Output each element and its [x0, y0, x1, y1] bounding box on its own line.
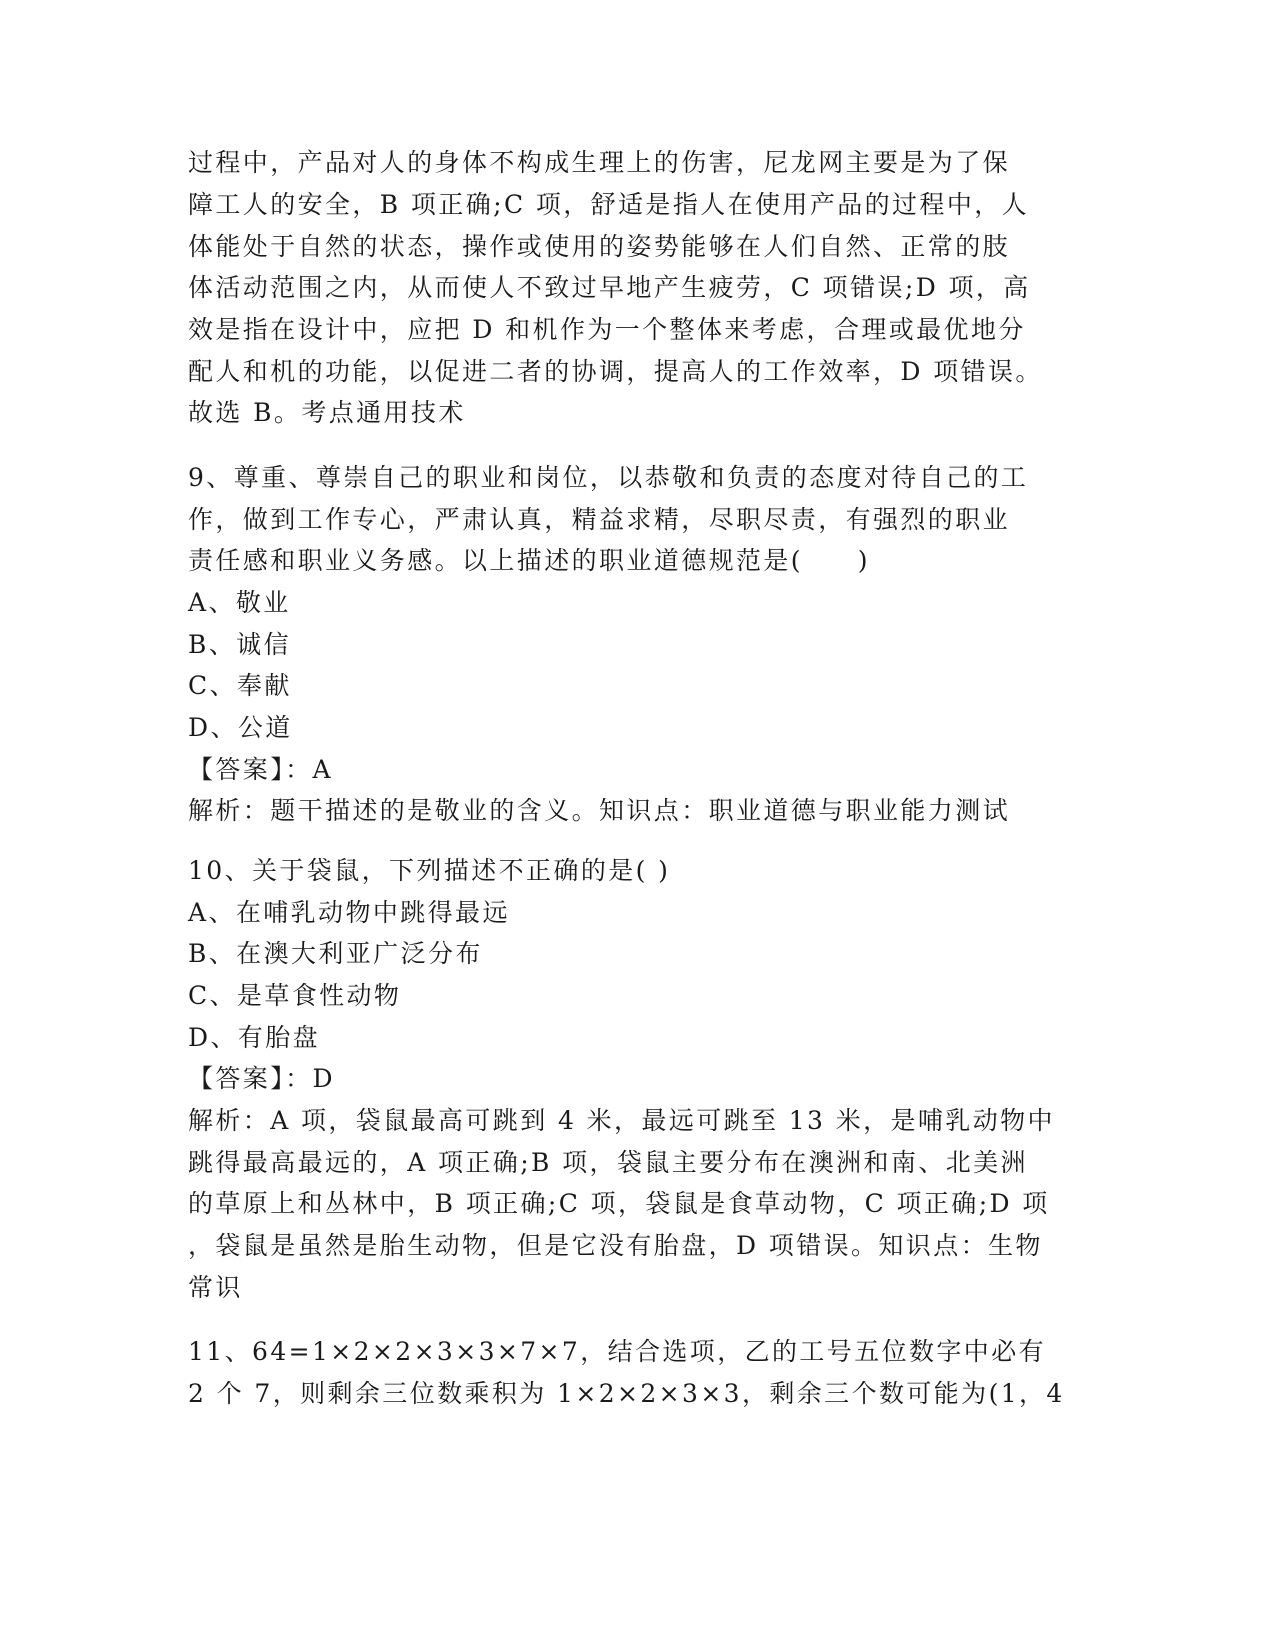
question-stem-line: 责任感和职业义务感。以上描述的职业道德规范是( ) [188, 546, 870, 575]
text-line: 11、64=1×2×2×3×3×7×7，结合选项，乙的工号五位数字中必有 [188, 1337, 1046, 1366]
option-d: D、公道 [188, 713, 293, 742]
explanation-line: 解析：A 项，袋鼠最高可跳到 4 米，最远可跳至 13 米，是哺乳动物中 [188, 1106, 1055, 1135]
question-stem-line: 9、尊重、尊崇自己的职业和岗位，以恭敬和负责的态度对待自己的工 [188, 463, 1029, 492]
text-line: 故选 B。考点通用技术 [188, 398, 466, 427]
text-line: 效是指在设计中，应把 D 和机作为一个整体来考虑，合理或最优地分 [188, 315, 1026, 344]
explanation-line: 跳得最高最远的，A 项正确;B 项，袋鼠主要分布在澳洲和南、北美洲 [188, 1148, 1028, 1177]
option-a: A、在哺乳动物中跳得最远 [188, 898, 510, 927]
answer-line: 【答案】：D [188, 1064, 335, 1093]
explanation-line: 解析：题干描述的是敬业的含义。知识点：职业道德与职业能力测试 [188, 796, 1011, 825]
option-d: D、有胎盘 [188, 1023, 321, 1052]
option-b: B、诚信 [188, 630, 291, 659]
option-c: C、是草食性动物 [188, 981, 402, 1010]
question-stem-line: 10、关于袋鼠，下列描述不正确的是( ) [188, 856, 671, 885]
explanation-line: ，袋鼠是虽然是胎生动物，但是它没有胎盘，D 项错误。知识点：生物 [188, 1231, 1043, 1260]
explanation-line: 常识 [188, 1273, 243, 1302]
text-line: 配人和机的功能，以促进二者的协调，提高人的工作效率，D 项错误。 [188, 357, 1043, 386]
text-line: 2 个 7，则剩余三位数乘积为 1×2×2×3×3，剩余三个数可能为(1，4 [188, 1379, 1065, 1408]
text-line: 体活动范围之内，从而使人不致过早地产生疲劳，C 项错误;D 项，高 [188, 273, 1031, 302]
option-b: B、在澳大利亚广泛分布 [188, 939, 483, 968]
text-line: 体能处于自然的状态，操作或使用的姿势能够在人们自然、正常的肢 [188, 232, 1011, 261]
option-a: A、敬业 [188, 588, 291, 617]
text-line: 过程中，产品对人的身体不构成生理上的伤害，尼龙网主要是为了保 [188, 148, 1011, 177]
text-line: 障工人的安全，B 项正确;C 项，舒适是指人在使用产品的过程中，人 [188, 190, 1030, 219]
question-stem-line: 作，做到工作专心，严肃认真，精益求精，尽职尽责，有强烈的职业 [188, 505, 1011, 534]
option-c: C、奉献 [188, 671, 292, 700]
explanation-line: 的草原上和丛林中，B 项正确;C 项，袋鼠是食草动物，C 项正确;D 项 [188, 1189, 1050, 1218]
answer-line: 【答案】：A [188, 755, 333, 784]
